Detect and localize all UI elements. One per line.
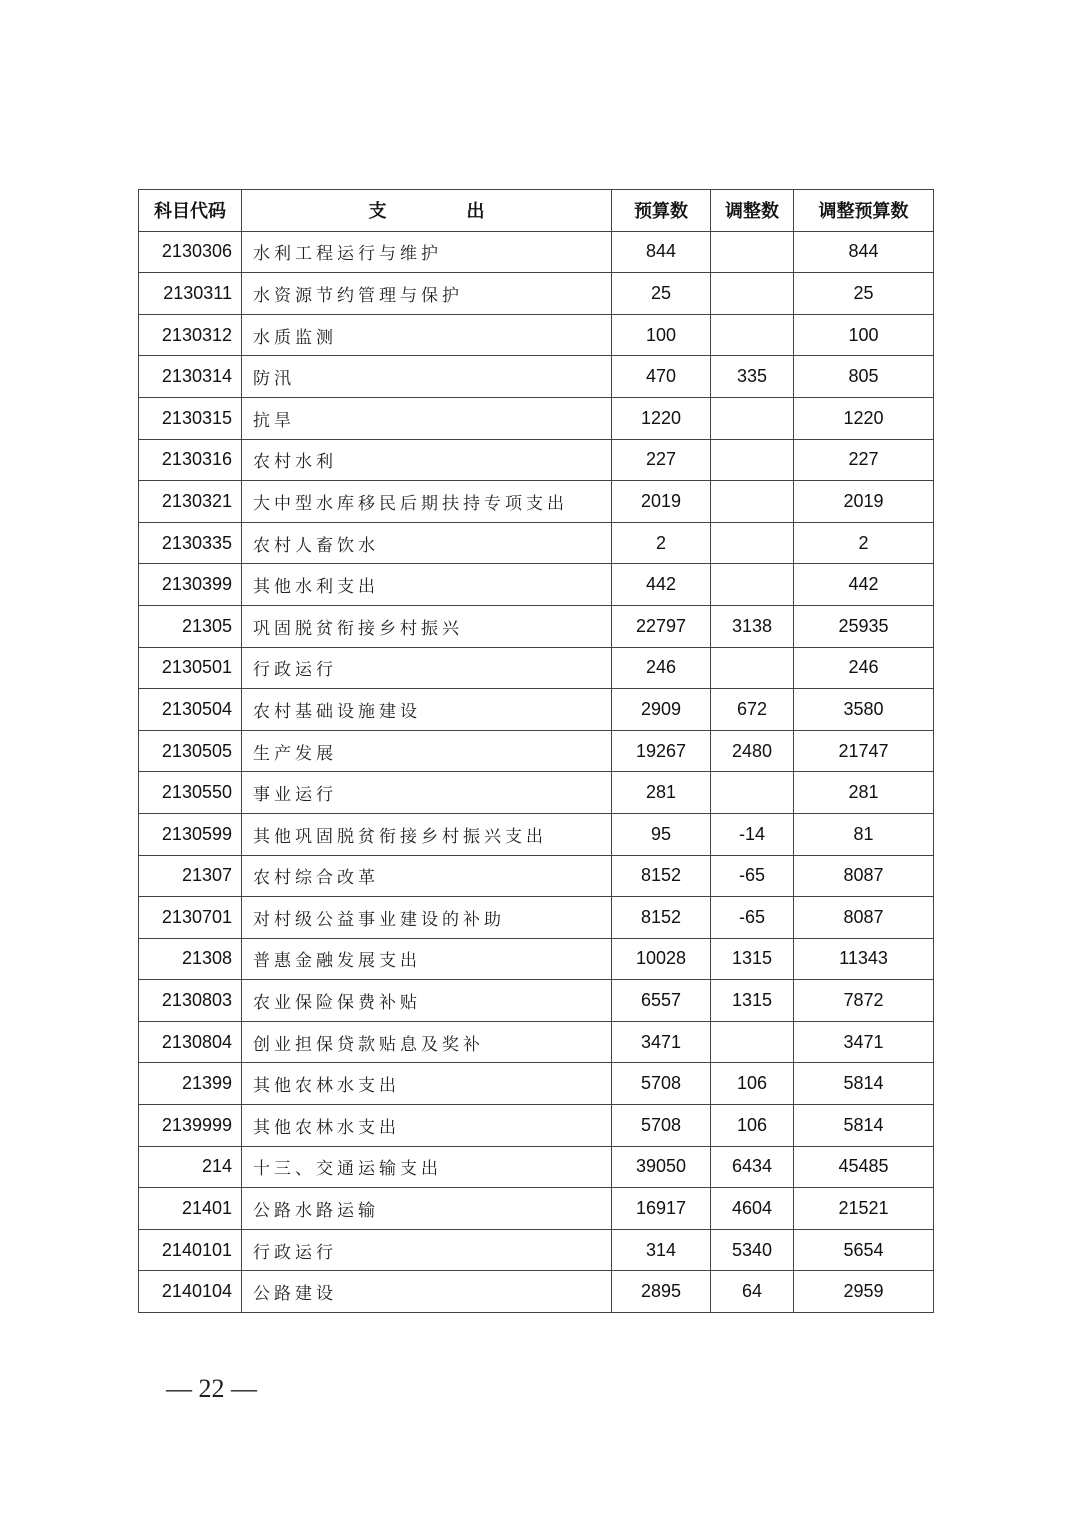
- budget-table: [138, 189, 934, 1313]
- cell-code: 2130504: [139, 689, 242, 731]
- cell-expenditure: 对村级公益事业建设的补助: [242, 897, 612, 939]
- table-row: [139, 564, 934, 606]
- cell-adjustment: [711, 647, 794, 689]
- cell-expenditure: 农村基础设施建设: [242, 689, 612, 731]
- cell-adjustment: 64: [711, 1271, 794, 1313]
- cell-code: 2130701: [139, 897, 242, 939]
- cell-adjustment: [711, 772, 794, 814]
- cell-expenditure: 行政运行: [242, 647, 612, 689]
- cell-expenditure: 水利工程运行与维护: [242, 231, 612, 273]
- cell-budget: 25: [612, 273, 711, 315]
- cell-expenditure: 其他巩固脱贫衔接乡村振兴支出: [242, 813, 612, 855]
- cell-expenditure: 其他农林水支出: [242, 1105, 612, 1147]
- table-row: [139, 813, 934, 855]
- cell-adjusted-budget: 25: [794, 273, 934, 315]
- cell-adjustment: -65: [711, 855, 794, 897]
- cell-adjustment: 3138: [711, 605, 794, 647]
- header-adjusted-budget: 调整预算数: [794, 190, 934, 232]
- cell-code: 2130315: [139, 397, 242, 439]
- cell-adjustment: 335: [711, 356, 794, 398]
- cell-code: 2130314: [139, 356, 242, 398]
- table-row: [139, 855, 934, 897]
- cell-adjusted-budget: 5814: [794, 1105, 934, 1147]
- cell-budget: 2: [612, 522, 711, 564]
- cell-budget: 100: [612, 314, 711, 356]
- cell-adjustment: -14: [711, 813, 794, 855]
- cell-adjusted-budget: 227: [794, 439, 934, 481]
- cell-adjustment: 1315: [711, 938, 794, 980]
- cell-adjusted-budget: 2019: [794, 481, 934, 523]
- cell-budget: 844: [612, 231, 711, 273]
- cell-adjusted-budget: 246: [794, 647, 934, 689]
- table-row: [139, 689, 934, 731]
- cell-code: 21308: [139, 938, 242, 980]
- cell-budget: 5708: [612, 1063, 711, 1105]
- cell-expenditure: 公路水路运输: [242, 1188, 612, 1230]
- table-row: [139, 897, 934, 939]
- table-row: [139, 605, 934, 647]
- cell-adjusted-budget: 25935: [794, 605, 934, 647]
- cell-code: 21305: [139, 605, 242, 647]
- table-row: [139, 730, 934, 772]
- cell-adjustment: 4604: [711, 1188, 794, 1230]
- cell-adjusted-budget: 8087: [794, 855, 934, 897]
- cell-adjustment: 672: [711, 689, 794, 731]
- table-body: [139, 231, 934, 1312]
- cell-code: 21401: [139, 1188, 242, 1230]
- cell-budget: 10028: [612, 938, 711, 980]
- cell-adjustment: [711, 397, 794, 439]
- cell-adjusted-budget: 81: [794, 813, 934, 855]
- cell-adjustment: [711, 1021, 794, 1063]
- table-row: [139, 1229, 934, 1271]
- cell-code: 2140104: [139, 1271, 242, 1313]
- cell-code: 214: [139, 1146, 242, 1188]
- cell-adjusted-budget: 3471: [794, 1021, 934, 1063]
- cell-adjustment: [711, 273, 794, 315]
- cell-budget: 246: [612, 647, 711, 689]
- cell-adjusted-budget: 2: [794, 522, 934, 564]
- cell-budget: 442: [612, 564, 711, 606]
- cell-code: 2139999: [139, 1105, 242, 1147]
- header-code: 科目代码: [139, 190, 242, 232]
- cell-adjusted-budget: 45485: [794, 1146, 934, 1188]
- cell-adjustment: [711, 522, 794, 564]
- cell-expenditure: 抗旱: [242, 397, 612, 439]
- cell-budget: 314: [612, 1229, 711, 1271]
- cell-budget: 3471: [612, 1021, 711, 1063]
- cell-adjustment: -65: [711, 897, 794, 939]
- cell-adjusted-budget: 21521: [794, 1188, 934, 1230]
- table-row: [139, 1021, 934, 1063]
- cell-adjusted-budget: 281: [794, 772, 934, 814]
- cell-adjustment: 1315: [711, 980, 794, 1022]
- cell-adjustment: [711, 564, 794, 606]
- cell-budget: 2895: [612, 1271, 711, 1313]
- cell-adjusted-budget: 8087: [794, 897, 934, 939]
- cell-code: 2130550: [139, 772, 242, 814]
- cell-budget: 22797: [612, 605, 711, 647]
- cell-adjustment: 106: [711, 1105, 794, 1147]
- cell-budget: 8152: [612, 897, 711, 939]
- cell-expenditure: 水质监测: [242, 314, 612, 356]
- cell-expenditure: 大中型水库移民后期扶持专项支出: [242, 481, 612, 523]
- table-header-row: [139, 190, 934, 232]
- cell-budget: 95: [612, 813, 711, 855]
- cell-code: 2140101: [139, 1229, 242, 1271]
- table-row: [139, 231, 934, 273]
- table-row: [139, 397, 934, 439]
- table-row: [139, 273, 934, 315]
- cell-expenditure: 普惠金融发展支出: [242, 938, 612, 980]
- cell-expenditure: 水资源节约管理与保护: [242, 273, 612, 315]
- cell-expenditure: 其他农林水支出: [242, 1063, 612, 1105]
- cell-expenditure: 行政运行: [242, 1229, 612, 1271]
- cell-adjusted-budget: 100: [794, 314, 934, 356]
- cell-expenditure: 生产发展: [242, 730, 612, 772]
- table-row: [139, 481, 934, 523]
- header-expenditure: 支出: [242, 190, 612, 232]
- cell-code: 21307: [139, 855, 242, 897]
- cell-adjusted-budget: 805: [794, 356, 934, 398]
- header-budget: 预算数: [612, 190, 711, 232]
- cell-adjustment: 6434: [711, 1146, 794, 1188]
- page-number: — 22 —: [166, 1374, 257, 1403]
- table-row: [139, 1063, 934, 1105]
- cell-adjustment: [711, 231, 794, 273]
- cell-expenditure: 农村综合改革: [242, 855, 612, 897]
- cell-budget: 6557: [612, 980, 711, 1022]
- cell-expenditure: 农村水利: [242, 439, 612, 481]
- cell-code: 21399: [139, 1063, 242, 1105]
- cell-expenditure: 创业担保贷款贴息及奖补: [242, 1021, 612, 1063]
- cell-adjustment: 106: [711, 1063, 794, 1105]
- table-row: [139, 1146, 934, 1188]
- cell-budget: 470: [612, 356, 711, 398]
- cell-code: 2130599: [139, 813, 242, 855]
- cell-adjusted-budget: 844: [794, 231, 934, 273]
- cell-budget: 16917: [612, 1188, 711, 1230]
- cell-adjusted-budget: 1220: [794, 397, 934, 439]
- cell-code: 2130335: [139, 522, 242, 564]
- cell-adjusted-budget: 11343: [794, 938, 934, 980]
- cell-code: 2130306: [139, 231, 242, 273]
- cell-budget: 5708: [612, 1105, 711, 1147]
- table-row: [139, 647, 934, 689]
- table-row: [139, 1105, 934, 1147]
- cell-budget: 2909: [612, 689, 711, 731]
- cell-budget: 227: [612, 439, 711, 481]
- cell-expenditure: 农业保险保费补贴: [242, 980, 612, 1022]
- cell-adjustment: 5340: [711, 1229, 794, 1271]
- cell-expenditure: 防汛: [242, 356, 612, 398]
- table-row: [139, 314, 934, 356]
- table-row: [139, 439, 934, 481]
- cell-code: 2130501: [139, 647, 242, 689]
- cell-adjustment: [711, 481, 794, 523]
- table-row: [139, 772, 934, 814]
- cell-budget: 39050: [612, 1146, 711, 1188]
- cell-adjusted-budget: 5814: [794, 1063, 934, 1105]
- cell-expenditure: 公路建设: [242, 1271, 612, 1313]
- cell-budget: 19267: [612, 730, 711, 772]
- cell-code: 2130399: [139, 564, 242, 606]
- cell-code: 2130803: [139, 980, 242, 1022]
- cell-budget: 1220: [612, 397, 711, 439]
- table-row: [139, 356, 934, 398]
- cell-adjusted-budget: 3580: [794, 689, 934, 731]
- cell-code: 2130804: [139, 1021, 242, 1063]
- cell-expenditure: 事业运行: [242, 772, 612, 814]
- cell-adjustment: [711, 314, 794, 356]
- cell-adjustment: 2480: [711, 730, 794, 772]
- cell-expenditure: 巩固脱贫衔接乡村振兴: [242, 605, 612, 647]
- cell-code: 2130312: [139, 314, 242, 356]
- cell-code: 2130316: [139, 439, 242, 481]
- cell-adjusted-budget: 7872: [794, 980, 934, 1022]
- cell-adjusted-budget: 442: [794, 564, 934, 606]
- cell-adjusted-budget: 2959: [794, 1271, 934, 1313]
- cell-adjusted-budget: 21747: [794, 730, 934, 772]
- table-row: [139, 980, 934, 1022]
- cell-code: 2130311: [139, 273, 242, 315]
- cell-budget: 281: [612, 772, 711, 814]
- table-row: [139, 938, 934, 980]
- cell-code: 2130505: [139, 730, 242, 772]
- header-adjustment: 调整数: [711, 190, 794, 232]
- cell-expenditure: 农村人畜饮水: [242, 522, 612, 564]
- table-row: [139, 1188, 934, 1230]
- cell-budget: 8152: [612, 855, 711, 897]
- cell-expenditure: 十三、交通运输支出: [242, 1146, 612, 1188]
- table-row: [139, 522, 934, 564]
- cell-adjustment: [711, 439, 794, 481]
- cell-expenditure: 其他水利支出: [242, 564, 612, 606]
- cell-budget: 2019: [612, 481, 711, 523]
- cell-code: 2130321: [139, 481, 242, 523]
- cell-adjusted-budget: 5654: [794, 1229, 934, 1271]
- table-row: [139, 1271, 934, 1313]
